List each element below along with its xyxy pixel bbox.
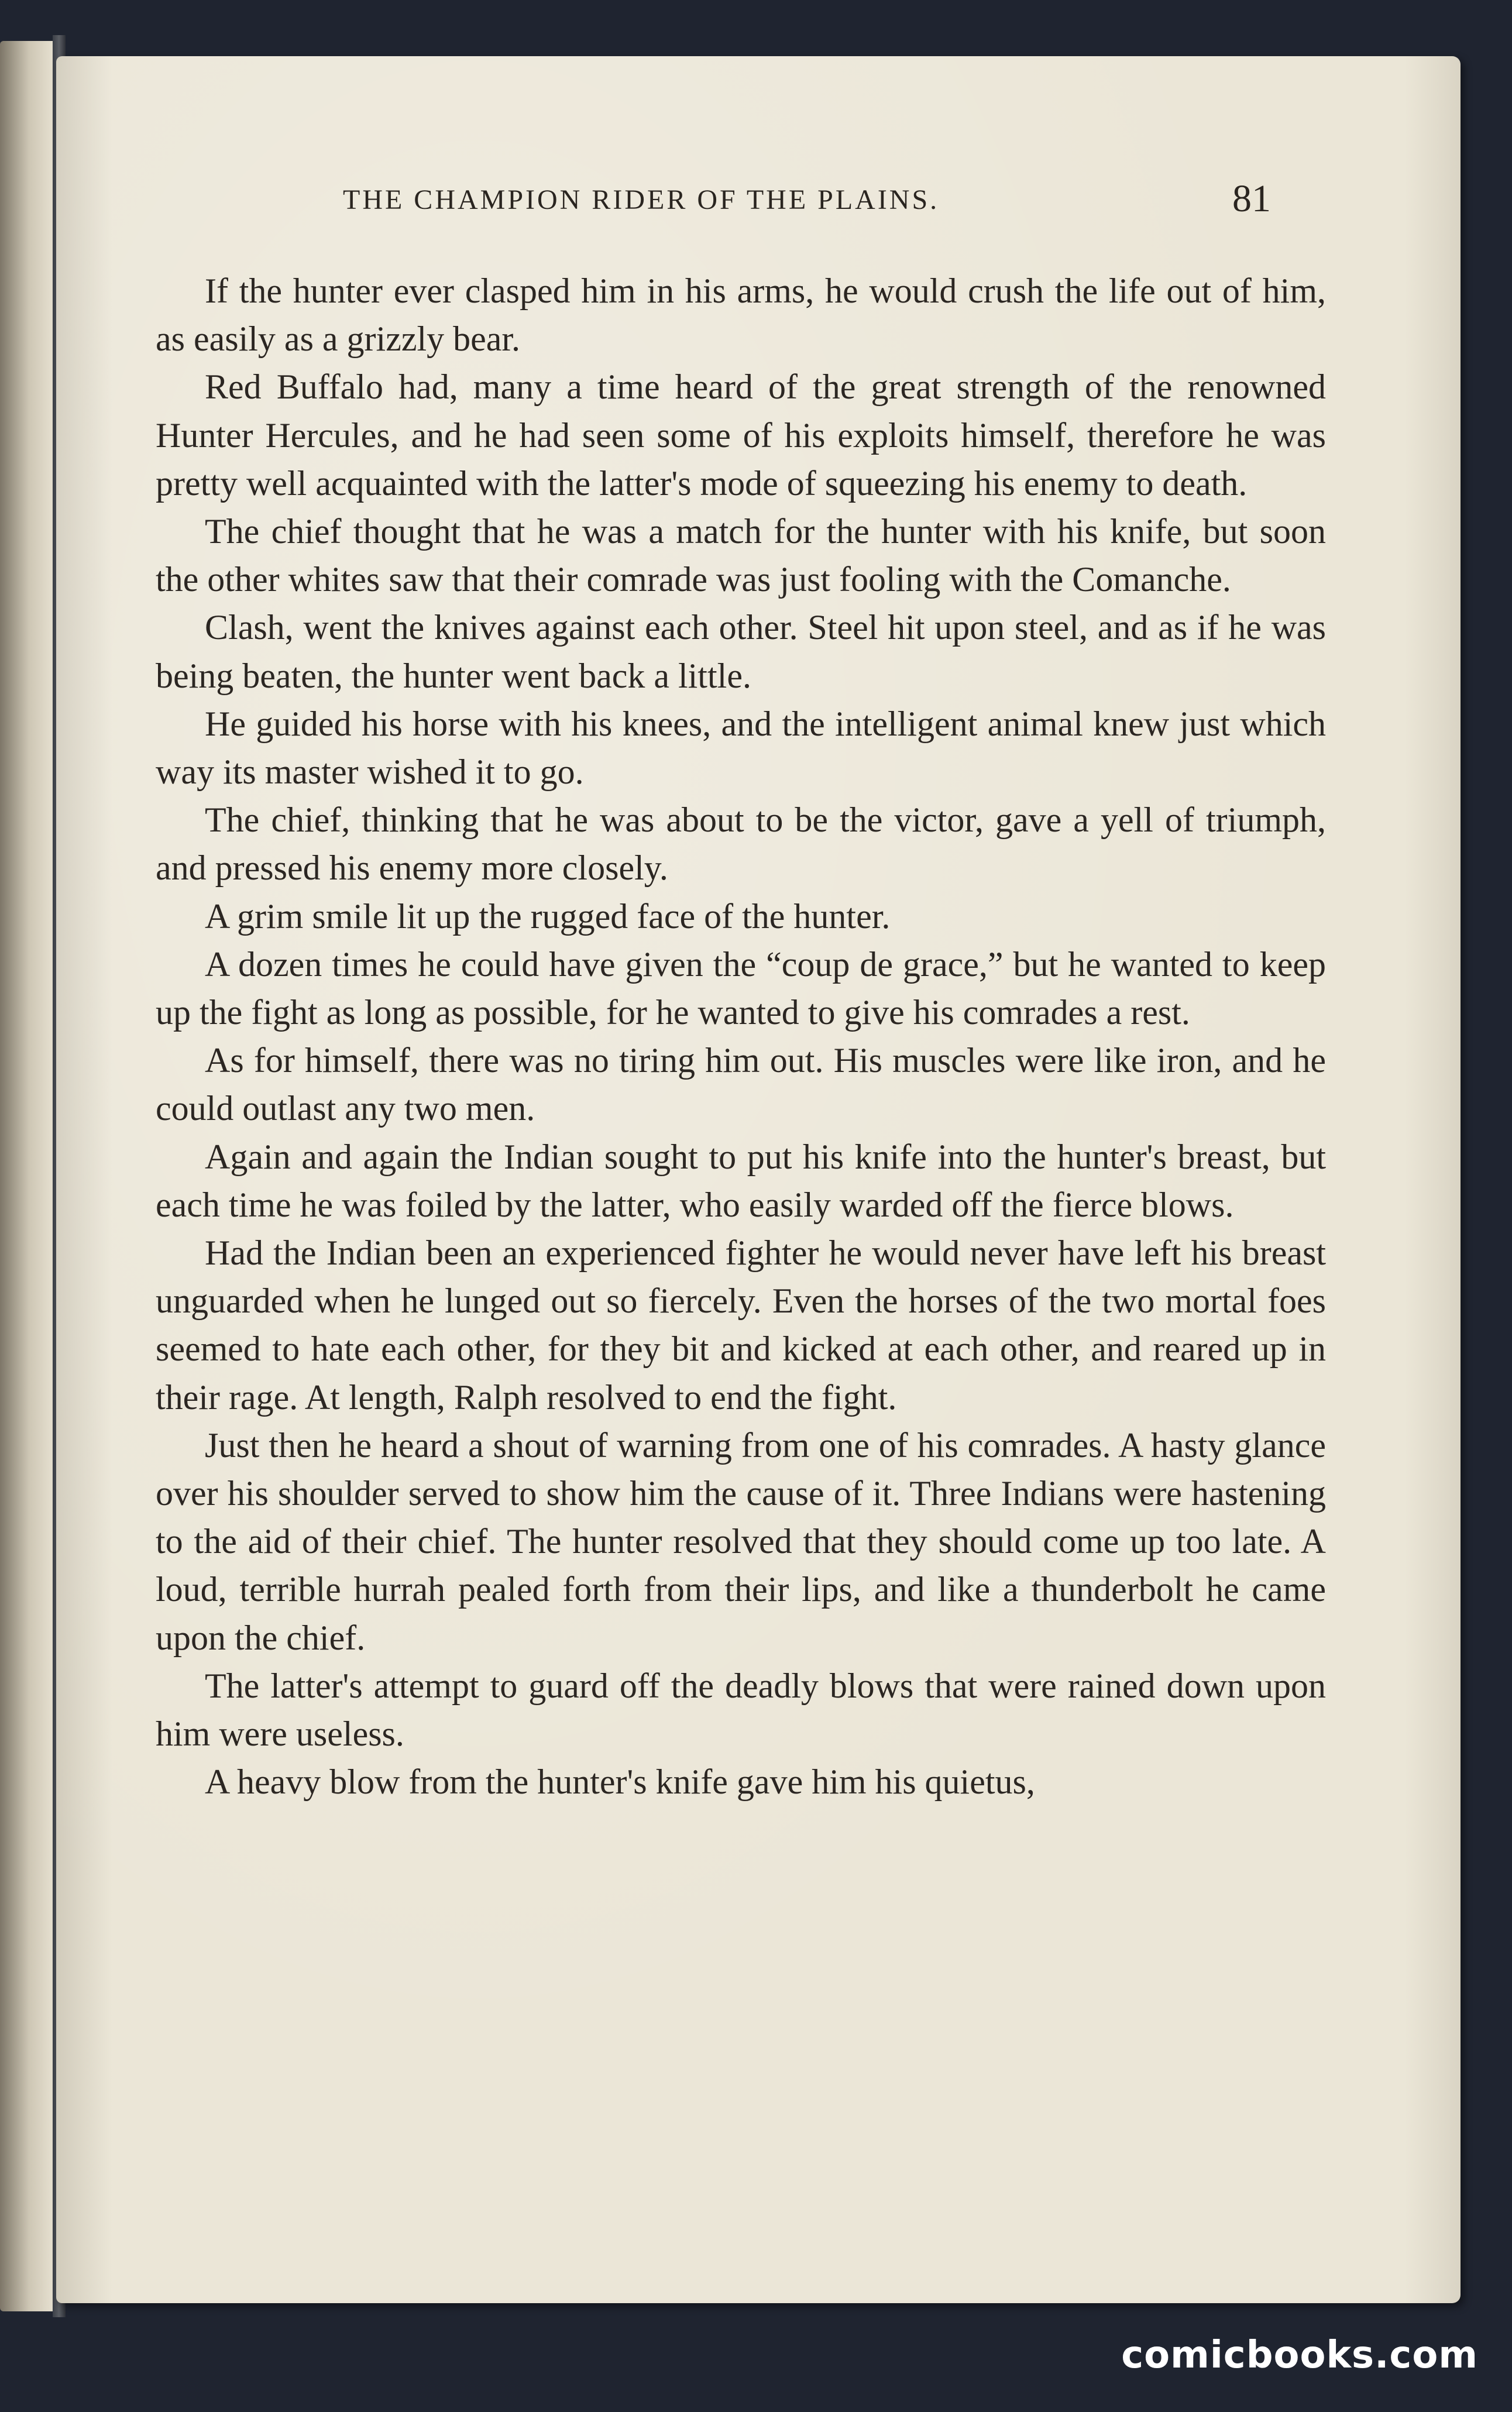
- paragraph: A dozen times he could have given the “coup de grace,” but he wanted to keep up the fight as long as possible, for he wanted to give his comrades a rest.: [156, 944, 1326, 1032]
- page-number: 81: [1232, 177, 1271, 220]
- paragraph: As for himself, there was no tiring him out. His muscles were like iron, and he could outlast any two men.: [156, 1041, 1326, 1128]
- paragraph: The latter's attempt to guard off the deadly blows that were rained down upon him were useless.: [156, 1666, 1326, 1754]
- paragraph: The chief, thinking that he was about to be the victor, gave a yell of triumph, and pressed his enemy more closely.: [156, 800, 1326, 888]
- running-head: THE CHAMPION RIDER OF THE PLAINS.: [343, 184, 940, 215]
- paragraph: If the hunter ever clasped him in his arms, he would crush the life out of him, as easily as a grizzly bear.: [156, 272, 1326, 359]
- paragraph: Red Buffalo had, many a time heard of the great strength of the renowned Hunter Hercules, and he had seen some of his exploits himself, therefore he was pretty well acquainted with the latter's mode of squeezing his enemy to death.: [156, 367, 1326, 503]
- paragraph: Just then he heard a shout of warning from one of his comrades. A hasty glance over his shoulder served to show him the cause of it. Three Indians were hastening to the aid of their chief. The hunter resolved that they should come up too late. A loud, terrible hurrah pealed forth from their lips, and like a thunderbolt he came upon the chief.: [156, 1425, 1326, 1657]
- paragraph: Again and again the Indian sought to put his knife into the hunter's breast, but each time he was foiled by the latter, who easily warded off the fierce blows.: [156, 1137, 1326, 1224]
- paragraph: Clash, went the knives against each other. Steel hit upon steel, and as if he was being beaten, the hunter went back a little.: [156, 608, 1326, 695]
- paragraph: A grim smile lit up the rugged face of the hunter.: [205, 896, 891, 936]
- watermark: comicbooks.com: [1121, 2334, 1478, 2377]
- page-header: [56, 173, 1461, 232]
- paragraph: The chief thought that he was a match for the hunter with his knife, but soon the other whites saw that their comrade was just fooling with the Comanche.: [156, 512, 1326, 599]
- paragraph: A heavy blow from the hunter's knife gave him his quietus,: [205, 1762, 1035, 1802]
- book-page: [56, 56, 1461, 2303]
- paragraph: Had the Indian been an experienced fighter he would never have left his breast unguarded when he lunged out so fiercely. Even the horses of the two mortal foes seemed to hate each other, for they bit and kicked at each other, and reared up in their rage. At length, Ralph resolved to end the fight.: [156, 1234, 1326, 1417]
- body-text: [156, 267, 1326, 1806]
- paragraph: He guided his horse with his knees, and the intelligent animal knew just which way its master wished it to go.: [156, 704, 1326, 792]
